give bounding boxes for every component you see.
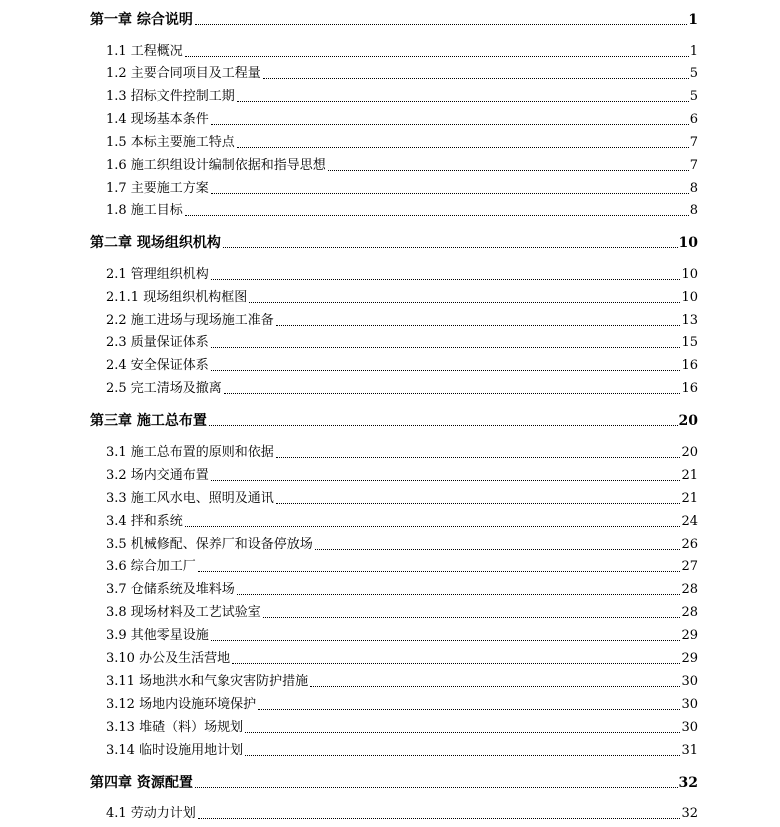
toc-leader [276, 457, 681, 458]
toc-page: 1 [688, 12, 698, 28]
toc-leader [195, 24, 687, 25]
toc-section[interactable] [106, 558, 698, 576]
toc-page: 7 [689, 135, 698, 150]
toc-leader [263, 617, 681, 618]
toc-section[interactable] [106, 357, 698, 375]
toc-page: 28 [681, 605, 698, 620]
toc-title: 2.2 施工进场与现场施工准备 [106, 313, 274, 328]
toc-title: 3.7 仓储系统及堆料场 [106, 582, 235, 597]
toc-section[interactable] [106, 289, 698, 307]
toc-page: 20 [681, 445, 698, 460]
toc-leader [209, 425, 678, 426]
toc-chapter[interactable] [90, 11, 698, 29]
toc-title: 2.1.1 现场组织机构框图 [106, 290, 248, 305]
toc-section[interactable] [106, 380, 698, 398]
toc-section[interactable] [106, 490, 698, 508]
toc-page: 13 [681, 313, 698, 328]
toc-section[interactable] [106, 65, 698, 83]
toc-page: 27 [681, 559, 698, 574]
toc-title: 2.3 质量保证体系 [106, 335, 209, 350]
toc-section[interactable] [106, 266, 698, 284]
toc-leader [245, 732, 680, 733]
toc-title: 3.12 场地内设施环境保护 [106, 697, 257, 712]
toc-section[interactable] [106, 513, 698, 531]
toc-section[interactable] [106, 604, 698, 622]
toc-page: 5 [689, 89, 698, 104]
toc-title: 3.5 机械修配、保养厂和设备停放场 [106, 537, 313, 552]
toc-title: 2.5 完工清场及撤离 [106, 381, 222, 396]
toc-leader [263, 78, 689, 79]
toc-title: 第二章 现场组织机构 [90, 235, 221, 251]
toc-page: 28 [681, 582, 698, 597]
toc-title: 4.1 劳动力计划 [106, 806, 196, 821]
toc-title: 3.11 场地洪水和气象灾害防护措施 [106, 674, 309, 689]
toc-page: 32 [681, 806, 698, 821]
toc-page: 29 [681, 628, 698, 643]
toc-title: 3.9 其他零星设施 [106, 628, 209, 643]
toc-title: 3.4 拌和系统 [106, 514, 183, 529]
toc-page: 32 [678, 775, 698, 791]
toc-page: 8 [689, 181, 698, 196]
toc-section[interactable] [106, 88, 698, 106]
toc-leader [315, 549, 681, 550]
toc-title: 3.8 现场材料及工艺试验室 [106, 605, 261, 620]
toc-leader [211, 640, 681, 641]
toc-leader [276, 325, 681, 326]
toc-page: 31 [681, 743, 698, 758]
toc-leader [211, 124, 689, 125]
toc-page: 7 [689, 158, 698, 173]
toc-leader [211, 193, 689, 194]
toc-title: 3.14 临时设施用地计划 [106, 743, 244, 758]
toc-section[interactable] [106, 202, 698, 220]
toc-leader [310, 686, 680, 687]
toc-title: 1.5 本标主要施工特点 [106, 135, 235, 150]
toc-leader [185, 56, 689, 57]
toc-title: 1.7 主要施工方案 [106, 181, 209, 196]
toc-title: 1.2 主要合同项目及工程量 [106, 66, 261, 81]
toc-page: 16 [681, 381, 698, 396]
toc-leader [223, 247, 678, 248]
toc-section[interactable] [106, 111, 698, 129]
toc-leader [237, 147, 689, 148]
toc-section[interactable] [106, 742, 698, 760]
toc-section[interactable] [106, 581, 698, 599]
toc-title: 第三章 施工总布置 [90, 413, 207, 429]
toc-chapter[interactable] [90, 234, 698, 252]
toc-title: 2.4 安全保证体系 [106, 358, 209, 373]
toc-leader [198, 818, 681, 819]
toc-page: 10 [681, 290, 698, 305]
toc-title: 1.3 招标文件控制工期 [106, 89, 235, 104]
toc-title: 3.13 堆碴（料）场规划 [106, 720, 244, 735]
toc-section[interactable] [106, 673, 698, 691]
toc-page: 30 [681, 720, 698, 735]
toc-title: 2.1 管理组织机构 [106, 267, 209, 282]
toc-section[interactable] [106, 43, 698, 61]
toc-section[interactable] [106, 180, 698, 198]
toc-page: 16 [681, 358, 698, 373]
toc-title: 3.1 施工总布置的原则和依据 [106, 445, 274, 460]
toc-leader [211, 279, 681, 280]
toc-page: 15 [681, 335, 698, 350]
toc-page: 5 [689, 66, 698, 81]
toc-title: 1.4 现场基本条件 [106, 112, 209, 127]
toc-section[interactable] [106, 312, 698, 330]
toc-page: 26 [681, 537, 698, 552]
toc-section[interactable] [106, 536, 698, 554]
toc-page: 30 [681, 697, 698, 712]
toc-title: 第四章 资源配置 [90, 775, 193, 791]
toc-section[interactable] [106, 467, 698, 485]
toc-leader [237, 101, 689, 102]
toc-page: 10 [678, 235, 698, 251]
toc-leader [237, 594, 681, 595]
toc-page: 10 [681, 267, 698, 282]
toc-title: 3.3 施工风水电、照明及通讯 [106, 491, 274, 506]
toc-title: 1.8 施工目标 [106, 203, 183, 218]
toc-page: 30 [681, 674, 698, 689]
toc-page: 1 [689, 44, 698, 59]
toc-page: 21 [681, 468, 698, 483]
toc-leader [195, 787, 678, 788]
toc-leader [185, 215, 689, 216]
toc-section[interactable] [106, 650, 698, 668]
toc-chapter[interactable] [90, 774, 698, 792]
toc-section[interactable] [106, 444, 698, 462]
toc-section[interactable] [106, 334, 698, 352]
toc-leader [211, 480, 681, 481]
toc-leader [328, 170, 689, 171]
toc-section[interactable] [106, 805, 698, 823]
toc-section[interactable] [106, 157, 698, 175]
toc-title: 3.2 场内交通布置 [106, 468, 209, 483]
toc-leader [211, 370, 681, 371]
toc-page: 20 [678, 413, 698, 429]
toc-page: 24 [681, 514, 698, 529]
toc-title: 1.6 施工织组设计编制依据和指导思想 [106, 158, 326, 173]
toc-page: 8 [689, 203, 698, 218]
toc-leader [185, 526, 681, 527]
toc-title: 第一章 综合说明 [90, 12, 193, 28]
toc-leader [198, 571, 681, 572]
toc-title: 1.1 工程概况 [106, 44, 183, 59]
toc-chapter[interactable] [90, 412, 698, 430]
toc-section[interactable] [106, 696, 698, 714]
toc-leader [232, 663, 680, 664]
toc-leader [249, 302, 680, 303]
toc-leader [276, 503, 681, 504]
toc-title: 3.6 综合加工厂 [106, 559, 196, 574]
toc-leader [211, 347, 681, 348]
toc-section[interactable] [106, 134, 698, 152]
toc-section[interactable] [106, 627, 698, 645]
toc-section[interactable] [106, 719, 698, 737]
toc-page: 6 [689, 112, 698, 127]
toc-leader [245, 755, 680, 756]
toc-page: 29 [681, 651, 698, 666]
toc-leader [224, 393, 681, 394]
toc-page: 21 [681, 491, 698, 506]
toc-title: 3.10 办公及生活营地 [106, 651, 231, 666]
toc-leader [258, 709, 680, 710]
